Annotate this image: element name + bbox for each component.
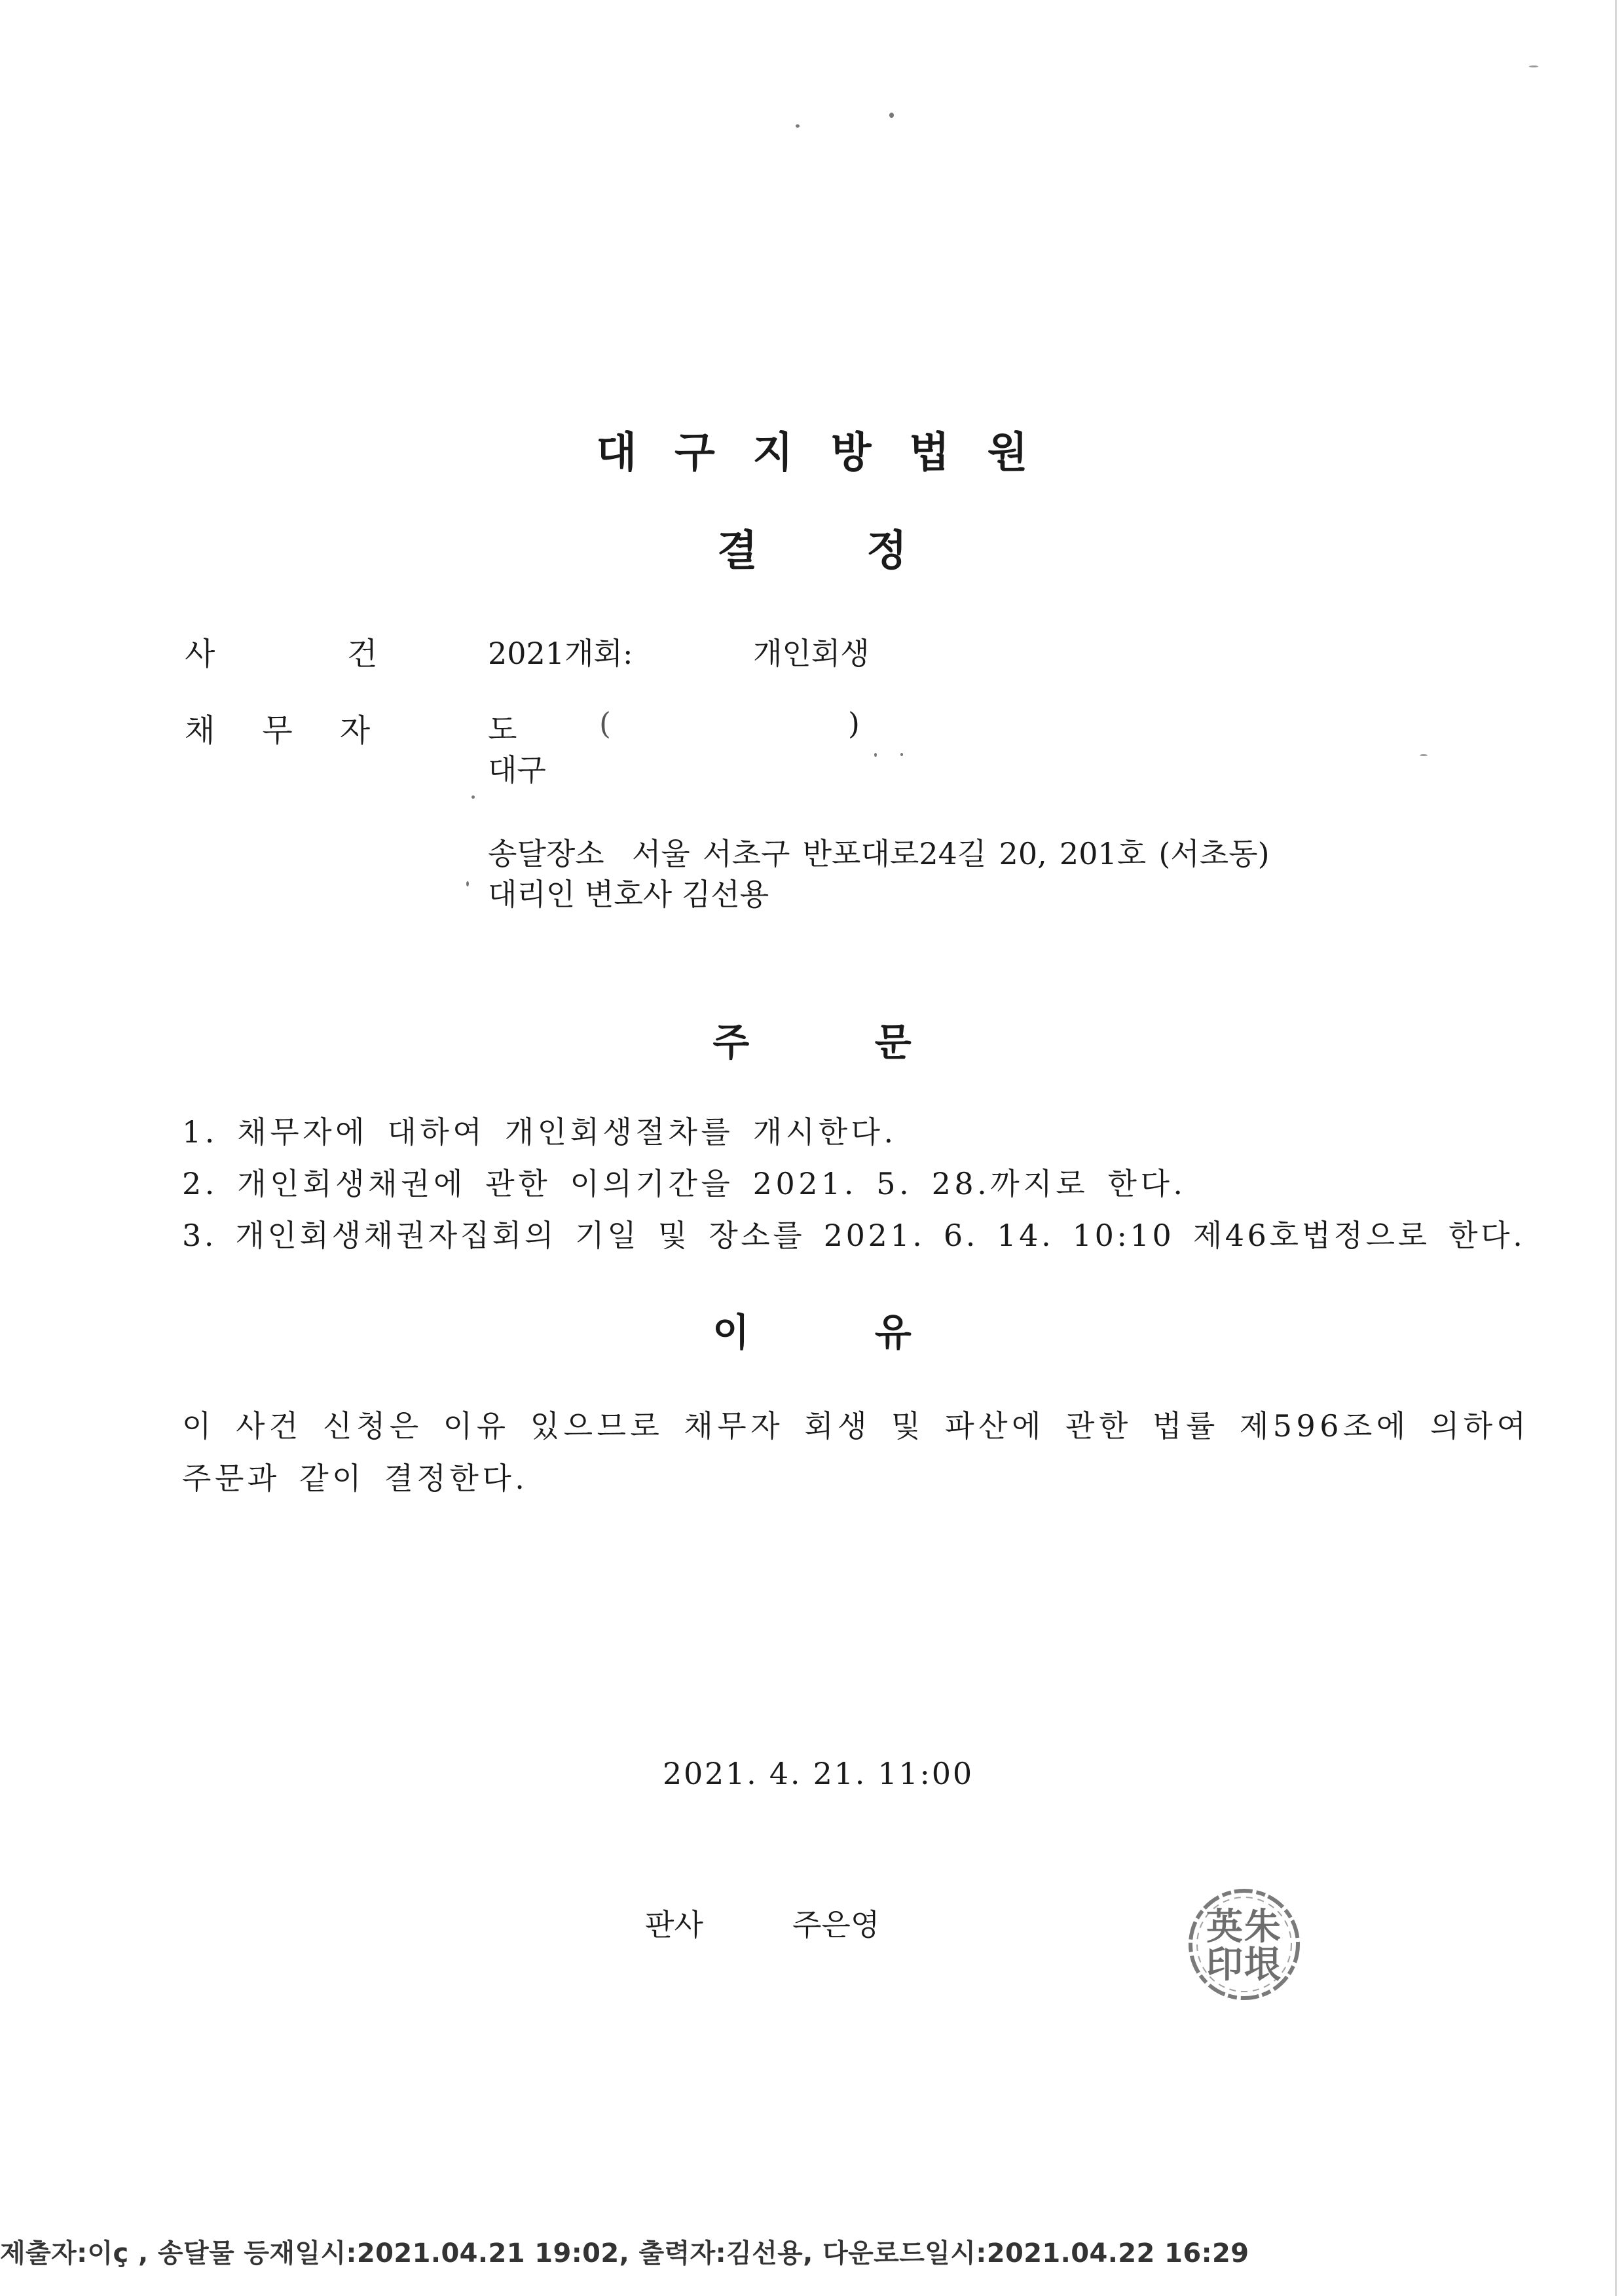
court-name: 대구지방법원 [596, 429, 1066, 477]
reason-line-1: 이 사건 신청은 이유 있으므로 채무자 회생 및 파산에 관한 법률 제596조에 의하여 [182, 1408, 1530, 1444]
svg-text:朱: 朱 [1244, 1905, 1281, 1948]
scan-speck [900, 753, 903, 756]
case-name: 개인회생 [753, 636, 870, 671]
debtor-id-open: ( [599, 706, 611, 741]
debtor-label: 채무자 [185, 712, 418, 749]
scan-speck [874, 753, 877, 757]
reason-line-2: 주문과 같이 결정한다. [182, 1461, 528, 1496]
svg-text:垠: 垠 [1244, 1943, 1281, 1986]
debtor-id-close: ) [848, 706, 860, 741]
judge-name: 주은영 [792, 1907, 880, 1942]
case-label: 사건 [185, 636, 509, 672]
order-item-2: 2. 개인회생채권에 관한 이의기간을 2021. 5. 28.까지로 한다. [182, 1166, 1187, 1201]
footer-metadata: 제출자:이ç , 송달물 등재일시:2021.04.21 19:02, 출력자:김선용, 다운로드일시:2021.04.22 16:29 [0, 2238, 1249, 2269]
reason-heading: 이유 [712, 1310, 1037, 1355]
order-item-3: 3. 개인회생채권자집회의 기일 및 장소를 2021. 6. 14. 10:10 제46호법정으로 한다. [182, 1218, 1526, 1253]
svg-text:印: 印 [1206, 1943, 1243, 1986]
judge-title: 판사 [645, 1907, 703, 1942]
service-place-address: 서울 서초구 반포대로24길 20, 201호 (서초동) [632, 836, 1270, 871]
service-place-label: 송달장소 [488, 836, 604, 871]
debtor-address: 대구 [488, 752, 546, 788]
scan-speck [1529, 65, 1538, 67]
scan-speck [796, 124, 800, 128]
scan-speck [1420, 754, 1428, 756]
judge-seal-icon [1185, 1886, 1303, 2003]
order-item-1: 1. 채무자에 대하여 개인회생절차를 개시한다. [182, 1114, 897, 1150]
case-number: 2021개회: [488, 636, 633, 671]
document-title: 결정 [716, 527, 1016, 575]
order-heading: 주문 [712, 1020, 1037, 1065]
agent-line: 대리인 변호사 김선용 [488, 877, 769, 912]
scan-speck [466, 881, 469, 886]
scan-edge-line [1615, 0, 1617, 2296]
debtor-name: 도 [488, 712, 517, 747]
scan-speck [471, 795, 475, 799]
decision-date: 2021. 4. 21. 11:00 [663, 1756, 974, 1791]
scan-speck [889, 113, 894, 118]
svg-text:英: 英 [1206, 1905, 1243, 1948]
